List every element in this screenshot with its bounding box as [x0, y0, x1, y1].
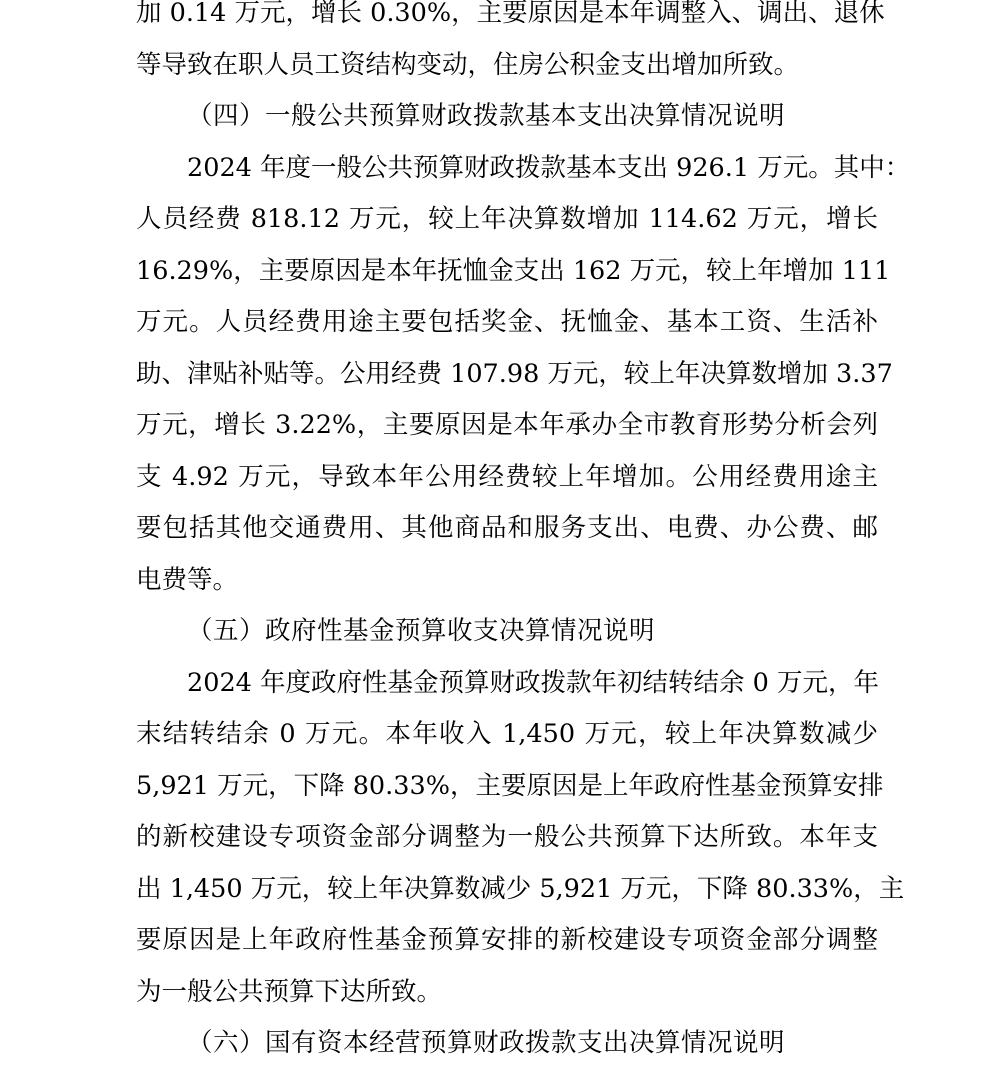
section-heading-6: （六）国有资本经营预算财政拨款支出决算情况说明 [187, 1028, 786, 1058]
paragraph-line: 万元。人员经费用途主要包括奖金、抚恤金、基本工资、生活补 [136, 307, 878, 337]
paragraph-line: 电费等。 [136, 564, 239, 595]
paragraph-line: 要原因是上年政府性基金预算安排的新校建设专项资金部分调整 [136, 925, 878, 955]
paragraph-line: 支 4.92 万元，导致本年公用经费较上年增加。公用经费用途主 [136, 461, 878, 492]
paragraph-line: 等导致在职人员工资结构变动，住房公积金支出增加所致。 [136, 49, 800, 80]
paragraph-line: 2024 年度一般公共预算财政拨款基本支出 926.1 万元。其中： [187, 152, 911, 183]
paragraph-line: 为一般公共预算下达所致。 [136, 976, 443, 1007]
paragraph-line: 人员经费 818.12 万元，较上年决算数增加 114.62 万元，增长 [136, 204, 878, 234]
section-heading-4: （四）一般公共预算财政拨款基本支出决算情况说明 [187, 101, 786, 131]
paragraph-line: 出 1,450 万元，较上年决算数减少 5,921 万元，下降 80.33%，主 [136, 873, 905, 904]
paragraph-line: 万元，增长 3.22%，主要原因是本年承办全市教育形势分析会列 [136, 410, 878, 440]
paragraph-line: 5,921 万元，下降 80.33%，主要原因是上年政府性基金预算安排 [136, 770, 884, 801]
paragraph-line: 加 0.14 万元，增长 0.30%，主要原因是本年调整入、调出、退休 [136, 0, 885, 28]
paragraph-line: 末结转结余 0 万元。本年收入 1,450 万元，较上年决算数减少 [136, 719, 878, 749]
paragraph-line: 2024 年度政府性基金预算财政拨款年初结转结余 0 万元，年 [187, 667, 879, 698]
paragraph-line: 要包括其他交通费用、其他商品和服务支出、电费、办公费、邮 [136, 513, 878, 543]
paragraph-line: 的新校建设专项资金部分调整为一般公共预算下达所致。本年支 [136, 822, 878, 852]
paragraph-line: 助、津贴补贴等。公用经费 107.98 万元，较上年决算数增加 3.37 [136, 358, 893, 389]
document-page [136, 0, 911, 1070]
section-heading-5: （五）政府性基金预算收支决算情况说明 [187, 616, 656, 646]
paragraph-line: 16.29%，主要原因是本年抚恤金支出 162 万元，较上年增加 111 [136, 255, 891, 286]
